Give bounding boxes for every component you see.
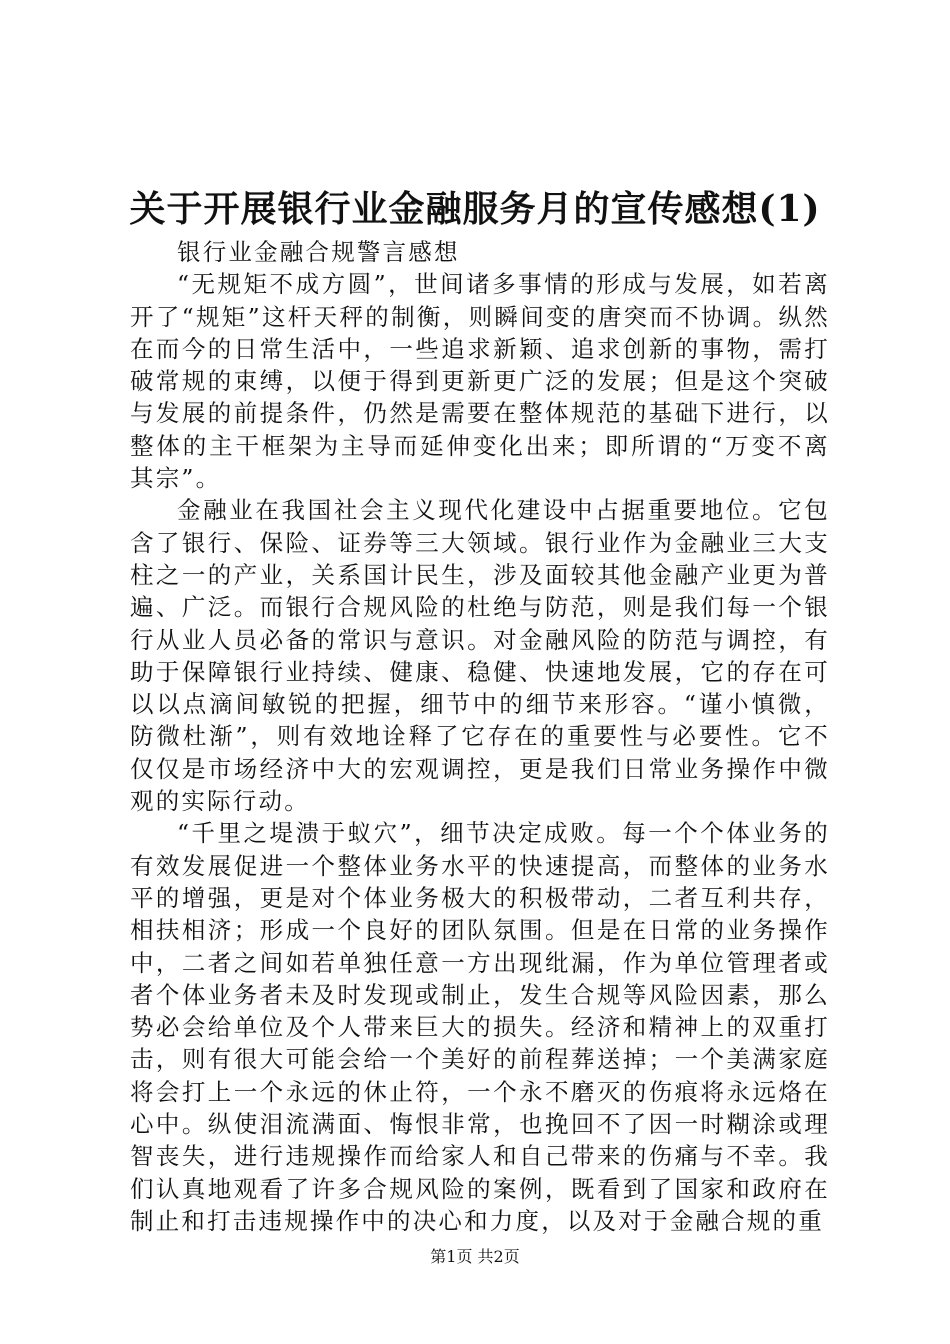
- paragraph: 金融业在我国社会主义现代化建设中占据重要地位。它包含了银行、保险、证券等三大领域。银行业作为金融业三大支柱之一的产业，关系国计民生，涉及面较其他金融产业更为普遍、广泛。而银行合规风险的杜绝与防范，则是我们每一个银行从业人员必备的常识与意识。对金融风险的防范与调控，有助于保障银行业持续、健康、稳健、快速地发展，它的存在可以以点滴间敏锐的把握，细节中的细节来形容。“谨小慎微，防微杜渐”，则有效地诠释了它存在的重要性与必要性。它不仅仅是市场经济中大的宏观调控，更是我们日常业务操作中微观的实际行动。: [130, 496, 830, 816]
- document-body: [130, 236, 830, 1237]
- paragraph: “无规矩不成方圆”，世间诸多事情的形成与发展，如若离开了“规矩”这杆天秤的制衡，则瞬间变的唐突而不协调。纵然在而今的日常生活中，一些追求新颖、追求创新的事物，需打破常规的束缚，以便于得到更新更广泛的发展；但是这个突破与发展的前提条件，仍然是需要在整体规范的基础下进行，以整体的主干框架为主导而延伸变化出来；即所谓的“万变不离其宗”。: [130, 270, 830, 493]
- document-subtitle: 银行业金融合规警言感想: [177, 238, 460, 266]
- page-footer: 第1页 共2页: [430, 1247, 520, 1266]
- document-title: 关于开展银行业金融服务月的宣传感想(1): [129, 188, 821, 230]
- paragraph: “千里之堤溃于蚁穴”，细节决定成败。每一个个体业务的有效发展促进一个整体业务水平的快速提高，而整体的业务水平的增强，更是对个体业务极大的积极带动，二者互利共存，相扶相济；形成一个良好的团队氛围。但是在日常的业务操作中，二者之间如若单独任意一方出现纰漏，作为单位管理者或者个体业务者未及时发现或制止，发生合规等风险因素，那么势必会给单位及个人带来巨大的损失。经济和精神上的双重打击，则有很大可能会给一个美好的前程葬送掉；一个美满家庭将会打上一个永远的休止符，一个永不磨灭的伤痕将永远烙在心中。纵使泪流满面、悔恨非常，也挽回不了因一时糊涂或理智丧失，进行违规操作而给家人和自己带来的伤痛与不幸。我们认真地观看了许多合规风险的案例，既看到了国家和政府在制止和打击违规操作中的决心和力度，以及对于金融合规的重: [130, 819, 830, 1235]
